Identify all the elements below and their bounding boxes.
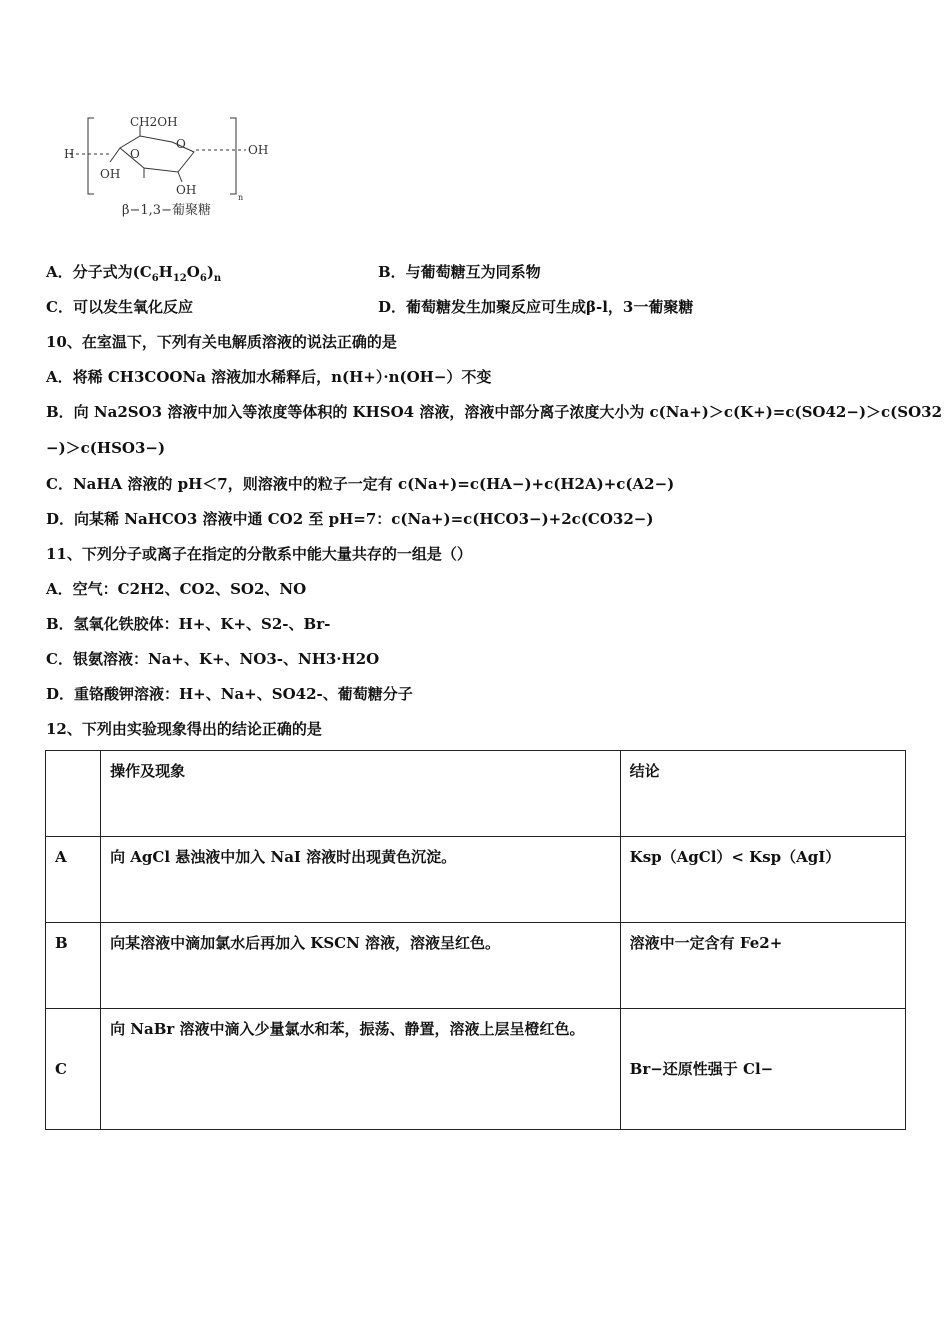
ring-oxygen-label: O [176,137,186,151]
row-label-c: C [46,1009,101,1130]
q10-option-d: D．向某稀 NaHCO3 溶液中通 CO2 至 pH=7：c(Na+)=c(HCO3−)+2c(CO32−) [46,510,654,528]
row-operation-a: 向 AgCl 悬浊液中加入 NaI 溶液时出现黄色沉淀。 [101,837,621,923]
q11-option-d: D．重铬酸钾溶液：H+、Na+、SO42-、葡萄糖分子 [46,685,413,703]
q10-stem: 10、在室温下，下列有关电解质溶液的说法正确的是 [46,333,397,351]
row-label-b: B [46,923,101,1009]
q10-option-c: C．NaHA 溶液的 pH＜7，则溶液中的粒子一定有 c(Na+)=c(HA−)+c(H2A)+c(A2−) [46,475,675,493]
header-conclusion-cell: 结论 [620,751,905,837]
q10-option-a: A．将稀 CH3COONa 溶液加水稀释后，n(H+）·n(OH−）不变 [46,368,492,386]
q9-option-a: A．分子式为$(C_6H_{12}O_6)_n$ [46,263,222,284]
row-conclusion-b: 溶液中一定含有 Fe2+ [620,923,905,1009]
q11-stem: 11、下列分子或离子在指定的分散系中能大量共存的一组是（） [46,545,472,563]
table-row [46,923,906,1009]
oh-bottom-left-label: OH [100,167,121,181]
table-row [46,1009,906,1130]
oh-end-label: OH [248,143,269,157]
beta-glucan-structure-diagram [60,112,280,224]
q9-option-d: D．葡萄糖发生加聚反应可生成β-l，3一葡聚糖 [378,298,694,316]
q12-stem: 12、下列由实验现象得出的结论正确的是 [46,720,322,738]
row-label-a: A [46,837,101,923]
glycosidic-oxygen-label: O [130,147,140,161]
q11-option-b: B．氢氧化铁胶体：H+、K+、S2-、Br- [46,615,331,633]
beta-glucan-structure-figure [60,112,280,224]
structure-caption: β−1,3−葡聚糖 [122,203,211,218]
row-conclusion-c: Br−还原性强于 Cl− [620,1009,905,1130]
ch2oh-label: CH2OH [130,115,178,129]
q9-option-b: B．与葡萄糖互为同系物 [378,263,541,281]
header-blank-cell [46,751,101,837]
q11-option-c: C．银氨溶液：Na+、K+、NO3-、NH3·H2O [46,650,380,668]
row-conclusion-a: Ksp（AgCl）< Ksp（AgI） [620,837,905,923]
q10-option-b-line2: −)＞c(HSO3−) [46,439,166,457]
row-operation-c: 向 NaBr 溶液中滴入少量氯水和苯，振荡、静置，溶液上层呈橙红色。 [101,1009,621,1130]
q9-option-c: C．可以发生氧化反应 [46,298,193,316]
q10-option-b-line1: B．向 Na2SO3 溶液中加入等浓度等体积的 KHSO4 溶液，溶液中部分离子浓度大小为 c(Na+)＞c(K+)=c(SO42−)＞c(SO32 [46,403,943,421]
h-end-label: H [64,147,75,161]
header-operation-cell: 操作及现象 [101,751,621,837]
table-row [46,837,906,923]
table-header-row [46,751,906,837]
repeat-n-label: n [238,193,244,202]
q12-experiment-table [45,750,906,1130]
oh-bottom-label: OH [176,183,197,197]
row-operation-b: 向某溶液中滴加氯水后再加入 KSCN 溶液，溶液呈红色。 [101,923,621,1009]
q11-option-a: A．空气：C2H2、CO2、SO2、NO [46,580,307,598]
